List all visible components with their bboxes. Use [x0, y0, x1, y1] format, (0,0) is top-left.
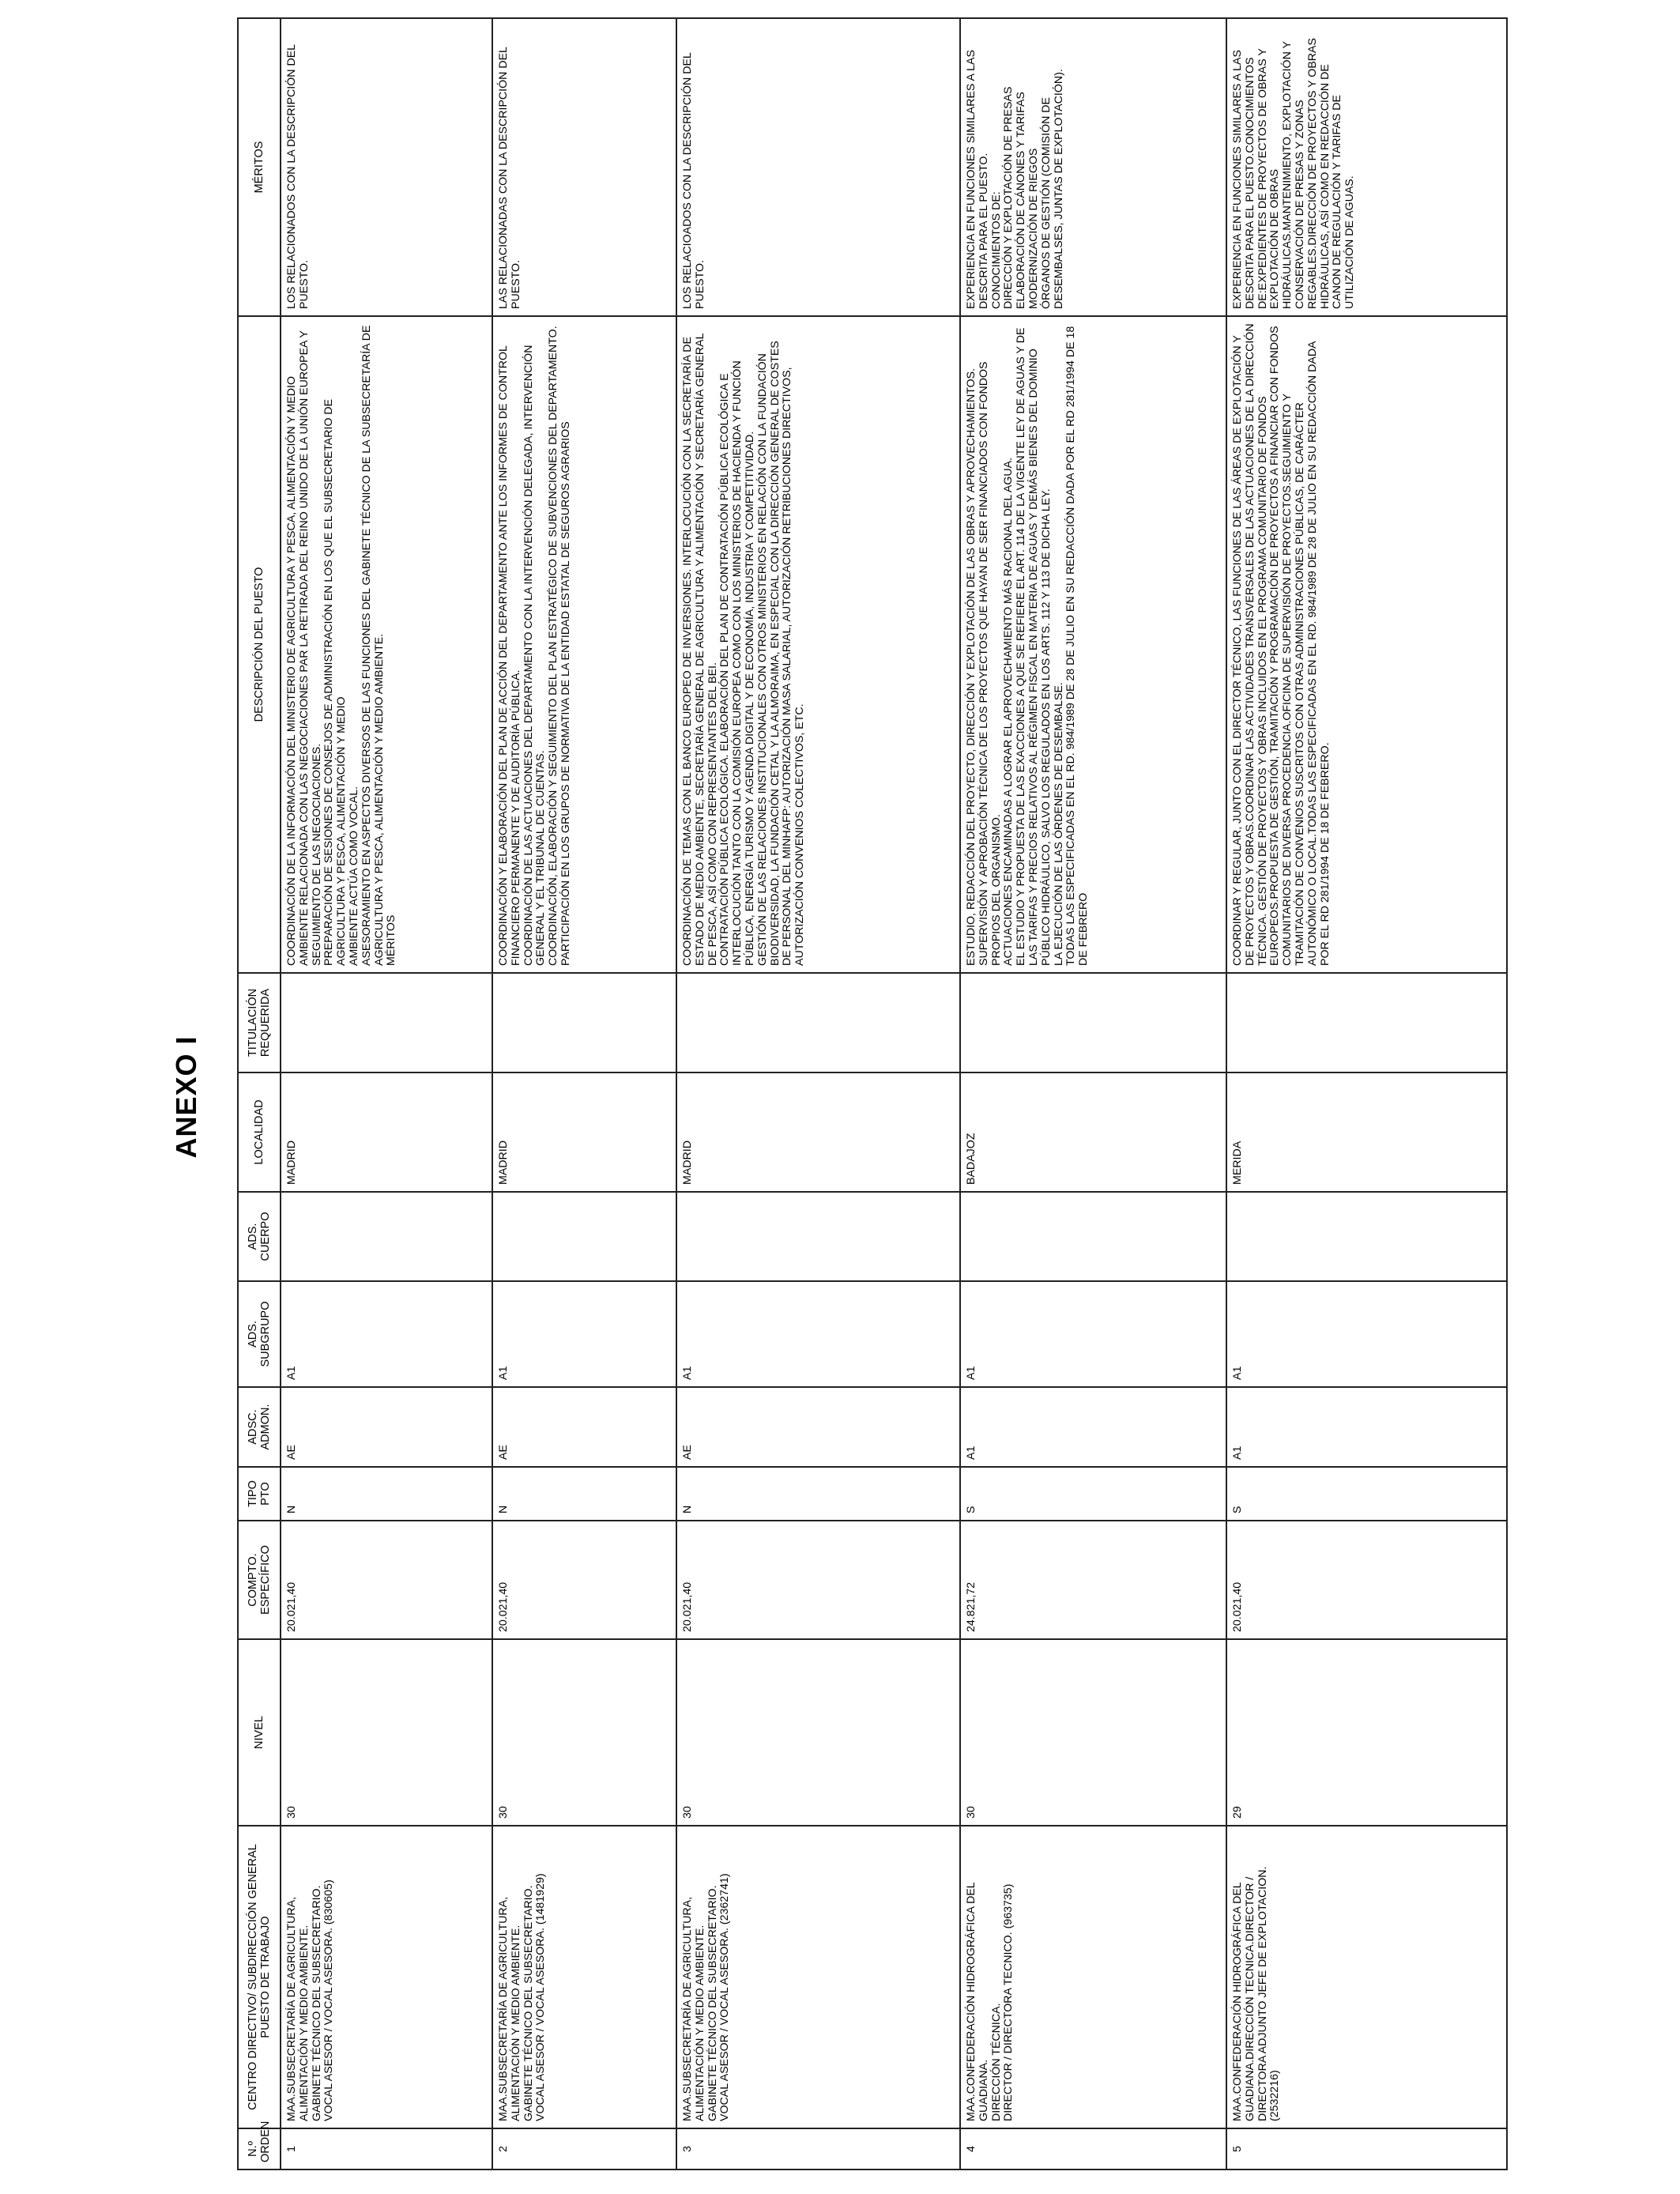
cell-compto: 20.021,40 — [492, 1521, 676, 1639]
rotated-table-container — [237, 19, 1506, 2170]
cell-orden: 4 — [960, 2128, 1226, 2169]
cell-centro: MAA.CONFEDERACIÓN HIDROGRÁFICA DEL GUADIANA.DIRECCIÓN TECNICA.DIRECTOR / DIRECTORA ADJUNTO JEFE DE EXPLOTACION. (2532216) — [1226, 1826, 1507, 2128]
cell-descripcion: COORDINACIÓN DE TEMAS CON EL BANCO EUROPEO DE INVERSIONES. INTERLOCUCIÓN CON LA SECRETARÍA DE ESTADO DE MEDIO AMBIENTE, SECRETARÍA GENERAL DE AGRICULTURA Y ALIMENTACIÓN Y SECRETARÍA GENERAL DE PESCA, ASÍ COMO CON REPRESENTANTES DEL BEI. CONTRATACIÓN PÚBLICA ECOLÓGICA. ELABORACIÓN DEL PLAN DE CONTRATACIÓN PÚBLICA ECOLÓGICA E INTERLOCUCIÓN TANTO CON LA COMISIÓN EUROPEA COMO CON LOS MINISTERIOS DE HACIENDA Y FUNCIÓN PÚBLICA, ENERGÍA TURISMO Y AGENDA DIGITAL Y DE ECONOMÍA, INDUSTRIA Y COMPETITIVIDAD. GESTIÓN DE LAS RELACIONES INSTITUCIONALES CON OTROS MINISTERIOS EN RELACIÓN CON LA FUNDACIÓN BIODIVERSIDAD, LA FUNDACIÓN CETAL Y LA ALMORAIMA, EN ESPECIAL CON LA DIRECCIÓN GENERAL DE COSTES DE PERSONAL DEL MINHAFP: AUTORIZACIÓN MASA SALARIAL, AUTORIZACIÓN RETRIBUCIONES DIRECTIVOS, AUTORIZACIÓN CONVENIOS COLECTIVOS, ETC. — [676, 316, 960, 973]
cell-centro: MAA.SUBSECRETARÍA DE AGRICULTURA, ALIMENTACIÓN Y MEDIO AMBIENTE. GABINETE TÉCNICO DEL SUBSECRETARIO. VOCAL ASESOR / VOCAL ASESORA. (2362741) — [676, 1826, 960, 2128]
cell-compto: 20.021,40 — [676, 1521, 960, 1639]
cell-nivel: 30 — [281, 1639, 492, 1826]
table-header-row — [238, 18, 281, 2169]
cell-descripcion: ESTUDIO, REDACCIÓN DEL PROYECTO, DIRECCIÓN Y EXPLOTACIÓN DE LAS OBRAS Y APROVECHAMIENTOS. SUPERVISIÓN Y APROBACIÓN TÉCNICA DE LOS PROYECTOS QUE HAYAN DE SER FINANCIADOS CON FONDOS PROPIOS DEL ORGANISMO. ACTUACIONES ENCAMINADAS A LOGRAR EL APROVECHAMIENTO MÁS RACIONAL DEL AGUA. EL ESTUDIO Y PROPUESTA DE LAS EXACCIONES A QUE SE REFIERE EL ART. 114 DE LA VIGENTE LEY DE AGUAS Y DE LAS TARIFAS Y PRECIOS RELATIVOS AL RÉGIMEN FISCAL EN MATERIA DE AGUAS Y DEMÁS BIENES DEL DOMINIO PÚBLICO HIDRÁULICO, SALVO LOS REGULADOS EN LOS ARTS. 112 Y 113 DE DICHA LEY. LA EJECUCIÓN DE LAS ÓRDENES DE DESEMBALSE. TODAS LAS ESPECIFICADAS EN EL RD. 984/1989 DE 28 DE JULIO EN SU REDACCIÓN DADA POR EL RD 281/1994 DE 18 DE FEBRERO — [960, 316, 1226, 973]
table-row — [960, 18, 1226, 2169]
cell-nivel: 29 — [1226, 1639, 1507, 1826]
cell-ads-subgrupo: A1 — [960, 1281, 1226, 1387]
header-compto: COMPTO. ESPECÍFICO — [238, 1521, 281, 1639]
cell-adsc-admon: A1 — [1226, 1387, 1507, 1467]
cell-titulacion — [492, 973, 676, 1072]
cell-ads-subgrupo: A1 — [281, 1281, 492, 1387]
header-tipo: TIPO PTO — [238, 1467, 281, 1521]
cell-adsc-admon: A1 — [960, 1387, 1226, 1467]
cell-localidad: MADRID — [281, 1072, 492, 1192]
cell-titulacion — [281, 973, 492, 1072]
page-title: ANEXO I — [170, 1035, 202, 1159]
cell-tipo: N — [676, 1467, 960, 1521]
cell-titulacion — [1226, 973, 1507, 1072]
cell-tipo: N — [492, 1467, 676, 1521]
header-meritos: MÉRITOS — [238, 18, 281, 316]
cell-nivel: 30 — [960, 1639, 1226, 1826]
cell-ads-cuerpo — [492, 1192, 676, 1281]
cell-descripcion: COORDINAR Y REGULAR, JUNTO CON EL DIRECTOR TÉCNICO, LAS FUNCIONES DE LAS ÁREAS DE EXPLOTACIÓN Y DE PROYECTOS Y OBRAS.COORDINAR LAS ACTIVIDADES TRANSVERSALES DE LAS ACTUACIONES DE LA DIRECCIÓN TÉCNICA. GESTIÓN DE PROYECTOS Y OBRAS INCLUIDOS EN EL PROGRAMA COMUNITARIO DE FONDOS EUROPEOS.PROPUESTA DE GESTIÓN, TRAMITACIÓN Y PROGRAMACIÓN DE PROYECTOS A FINANCIAR CON FONDOS COMUNITARIOS DE DIVERSA PROCEDENCIA.OFICINA DE SUPERVISIÓN DE PROYECTOS.SEGUIMIENTO Y TRAMITACIÓN DE CONVENIOS SUSCRITOS CON OTRAS ADMINISTRACIONES PÚBLICAS, DE CARÁCTER AUTONÓMICO O LOCAL.TODAS LAS ESPECIFICADAS EN EL RD. 984/1989 DE 28 DE JULIO EN SU REDACCIÓN DADA POR EL RD 281/1994 DE 18 DE FEBRERO. — [1226, 316, 1507, 973]
annex-table — [237, 17, 1508, 2170]
cell-tipo: N — [281, 1467, 492, 1521]
cell-orden: 5 — [1226, 2128, 1507, 2169]
cell-adsc-admon: AE — [676, 1387, 960, 1467]
cell-centro: MAA.SUBSECRETARÍA DE AGRICULTURA, ALIMENTACIÓN Y MEDIO AMBIENTE. GABINETE TÉCNICO DEL SUBSECRETARIO. VOCAL ASESOR / VOCAL ASESORA. (830605) — [281, 1826, 492, 2128]
cell-ads-subgrupo: A1 — [1226, 1281, 1507, 1387]
header-nivel: NIVEL — [238, 1639, 281, 1826]
header-adsc-admon: ADSC. ADMON. — [238, 1387, 281, 1467]
cell-descripcion: COORDINACIÓN DE LA INFORMACIÓN DEL MINISTERIO DE AGRICULTURA Y PESCA, ALIMENTACIÓN Y MEDIO AMBIENTE RELACIONADA CON LAS NEGOCIACIONES PAR LA RETIRADA DEL REINO UNIDO DE LA UNIÓN EUROPEA Y SEGUIMIENTO DE LAS NEGOCIACIONES. PREPARACIÓN DE SESIONES DE CONSEJOS DE ADMINISTRACIÓN EN LOS QUE EL SUBSECRETARIO DE AGRICULTURA Y PESCA, ALIMENTACIÓN Y MEDIO AMBIENTE ACTÚA COMO VOCAL. ASESORAMIENTO EN ASPECTOS DIVERSOS DE LAS FUNCIONES DEL GABINETE TÉCNICO DE LA SUBSECRETARÍA DE AGRICULTURA Y PESCA, ALIMENTACIÓN Y MEDIO AMBIENTE. MÉRITOS — [281, 316, 492, 973]
cell-tipo: S — [960, 1467, 1226, 1521]
cell-centro: MAA.CONFEDERACIÓN HIDROGRÁFICA DEL GUADIANA. DIRECCIÓN TÉCNICA. DIRECTOR / DIRECTORA TECNICO. (963735) — [960, 1826, 1226, 2128]
table-row — [281, 18, 492, 2169]
cell-titulacion — [676, 973, 960, 1072]
cell-meritos: LOS RELACIONADOS CON LA DESCRIPCIÓN DEL PUESTO. — [281, 18, 492, 316]
header-descripcion: DESCRIPCIÓN DEL PUESTO — [238, 316, 281, 973]
header-ads-cuerpo: ADS. CUERPO — [238, 1192, 281, 1281]
cell-centro: MAA.SUBSECRETARÍA DE AGRICULTURA, ALIMENTACIÓN Y MEDIO AMBIENTE. GABINETE TÉCNICO DEL SUBSECRETARIO. VOCAL ASESOR / VOCAL ASESORA. (1481929) — [492, 1826, 676, 2128]
cell-localidad: MADRID — [492, 1072, 676, 1192]
cell-descripcion: COORDINACIÓN Y ELABORACIÓN DEL PLAN DE ACCIÓN DEL DEPARTAMENTO ANTE LOS INFORMES DE CONTROL FINANCIERO PERMANENTE Y DE AUDITORÍA PÚBLICA. COORDINACIÓN DE LAS ACTUACIONES DEL DEPARTAMENTO CON LA INTERVENCIÓN DELEGADA, INTERVENCIÓN GENERAL Y EL TRIBUNAL DE CUENTAS. COORDINACIÓN, ELABORACIÓN Y SEGUIMIENTO DEL PLAN ESTRATÉGICO DE SUBVENCIONES DEL DEPARTAMENTO. PARTICIPACIÓN EN LOS GRUPOS DE NORMATIVA DE LA ENTIDAD ESTATAL DE SEGUROS AGRARIOS — [492, 316, 676, 973]
cell-ads-cuerpo — [676, 1192, 960, 1281]
header-orden: N.º ORDEN — [238, 2128, 281, 2169]
cell-compto: 24.821,72 — [960, 1521, 1226, 1639]
cell-ads-cuerpo — [960, 1192, 1226, 1281]
cell-ads-cuerpo — [1226, 1192, 1507, 1281]
cell-ads-subgrupo: A1 — [492, 1281, 676, 1387]
cell-orden: 2 — [492, 2128, 676, 2169]
cell-meritos: EXPERIENCIA EN FUNCIONES SIMILARES A LAS DESCRITA PARA EL PUESTO.CONOCIMIENTOS DE:EXPEDIENTES DE PROYECTOS DE OBRAS Y EXPLOTACIÓN DE OBRAS HIDRÁULICAS.MANTENIMIENTO, EXPLOTACIÓN Y CONSERVACIÓN DE PRESAS Y ZONAS REGABLES.DIRECCIÓN DE PROYECTOS Y OBRAS HIDRÁULICAS, ASÍ COMO EN REDACCIÓN DE CANON DE REGULACIÓN Y TARIFAS DE UTILIZACIÓN DE AGUAS. — [1226, 18, 1507, 316]
table-row — [676, 18, 960, 2169]
cell-orden: 1 — [281, 2128, 492, 2169]
header-ads-subgrupo: ADS. SUBGRUPO — [238, 1281, 281, 1387]
cell-meritos: EXPERIENCIA EN FUNCIONES SIMILARES A LAS DESCRITA PARA EL PUESTO. CONOCIMIENTOS DE: DIRECCIÓN Y EXPLOTACIÓN DE PRESAS ELABORACIÓN DE CÁNONES Y TARIFAS MODERNIZACIÓN DE RIEGOS ÓRGANOS DE GESTIÓN (COMISIÓN DE DESEMBALSES, JUNTAS DE EXPLOTACIÓN). — [960, 18, 1226, 316]
cell-orden: 3 — [676, 2128, 960, 2169]
cell-ads-subgrupo: A1 — [676, 1281, 960, 1387]
header-titulacion: TITULACIÓN REQUERIDA — [238, 973, 281, 1072]
cell-compto: 20.021,40 — [1226, 1521, 1507, 1639]
cell-localidad: MERIDA — [1226, 1072, 1507, 1192]
header-localidad: LOCALIDAD — [238, 1072, 281, 1192]
cell-adsc-admon: AE — [492, 1387, 676, 1467]
cell-ads-cuerpo — [281, 1192, 492, 1281]
cell-compto: 20.021,40 — [281, 1521, 492, 1639]
cell-meritos: LOS RELACIOADOS CON LA DESCRIPCIÓN DEL PUESTO. — [676, 18, 960, 316]
cell-tipo: S — [1226, 1467, 1507, 1521]
cell-meritos: LAS RELACIONADAS CON LA DESCRIPCIÓN DEL PUESTO. — [492, 18, 676, 316]
cell-localidad: MADRID — [676, 1072, 960, 1192]
table-row — [1226, 18, 1507, 2169]
cell-adsc-admon: AE — [281, 1387, 492, 1467]
cell-nivel: 30 — [676, 1639, 960, 1826]
cell-titulacion — [960, 973, 1226, 1072]
table-row — [492, 18, 676, 2169]
cell-localidad: BADAJOZ — [960, 1072, 1226, 1192]
header-centro: CENTRO DIRECTIVO/ SUBDIRECCIÓN GENERAL PUESTO DE TRABAJO — [238, 1826, 281, 2128]
cell-nivel: 30 — [492, 1639, 676, 1826]
